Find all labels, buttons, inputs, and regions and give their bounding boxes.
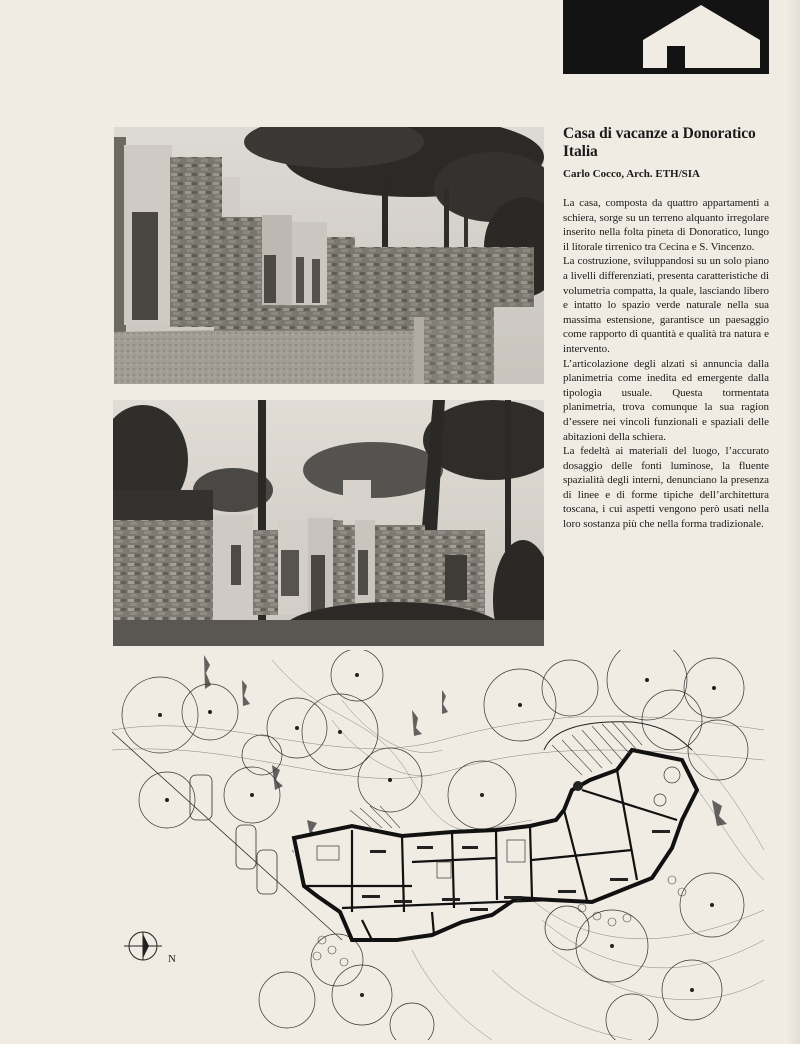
article-text [563,125,769,532]
page-edge [786,0,800,1044]
article-author: Carlo Cocco, Arch. ETH/SIA [563,168,700,180]
section-logo [563,0,769,74]
house-icon [563,0,769,74]
body-paragraph: La fedeltà ai materiali del luogo, l’accurato dosaggio delle fonti luminose, la fluente spazialità degli interni, denunciano la presenza di linee e di forme tipiche dell’architettura toscana, i cui aspetti vengono però usati nella loro sostanza più che nella forma tradizionale. [563,445,769,531]
north-label: N [168,953,176,965]
north-arrow-icon [124,932,162,960]
exterior-photo-terrace [114,127,544,384]
exterior-photo-pines [113,400,544,646]
body-paragraph: La casa, composta da quattro appartamenti a schiera, sorge su un terreno alquanto irregolare inserito nella folta pineta di Donoratico, lungo il litorale tirrenico tra Cecina e S. Vincenzo. [563,197,769,253]
body-paragraph: La costruzione, sviluppandosi su un solo piano a livelli differenziati, presenta caratteristiche di volumetria compatta, la quale, lasciando libero e intatto lo spazio verde naturale nella sua massima estensione, garantisce un paesaggio come rapporto di quantità e qualità tra natura e intervento. [563,255,769,355]
article-body [563,196,769,532]
body-paragraph: L’articolazione degli alzati si annuncia dalla planimetria come inedita ed emergente dalla tipologia usuale. Questa tormentata planimetria, trova comunque la sua ragion d’essere nei vincoli funzionali e spaziali delle abitazioni della schiera. [563,357,769,443]
site-plan-drawing [112,650,764,1040]
article-title: Casa di vacanze a Donoratico Italia [563,125,756,160]
